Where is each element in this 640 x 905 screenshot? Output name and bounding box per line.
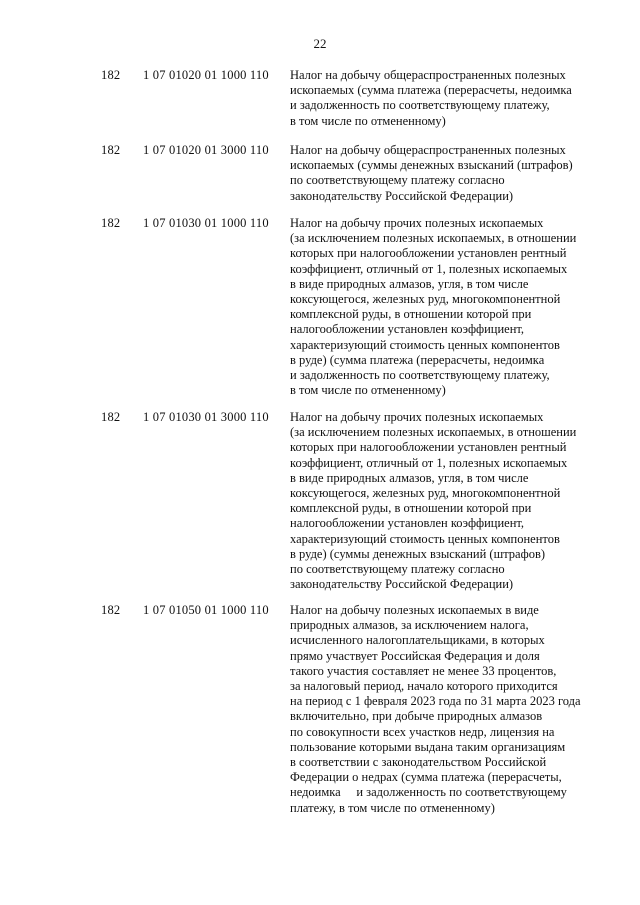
entry-description <box>290 410 600 592</box>
description-line: по соответствующему платежу согласно <box>290 173 505 188</box>
admin-code: 182 <box>101 143 121 157</box>
description-line: Налог на добычу общераспространенных полезных <box>290 143 566 157</box>
description-line: платежу, в том числе по отмененному) <box>290 800 495 815</box>
description-line: и задолженность по соответствующему платежу, <box>290 368 550 383</box>
kbk-code: 1 07 01030 01 1000 110 <box>143 216 269 230</box>
description-line: которых при налогообложении установлен рентный <box>290 440 567 455</box>
description-line: включительно, при добыче природных алмазов <box>290 709 543 724</box>
kbk-code: 1 07 01020 01 1000 110 <box>143 68 269 82</box>
description-line: пользование которыми выдана таким организациям <box>290 739 566 754</box>
kbk-code: 1 07 01030 01 3000 110 <box>143 410 269 424</box>
description-line: такого участия составляет не менее 33 процентов, <box>290 663 557 678</box>
description-line: ископаемых (сумма платежа (перерасчеты, недоимка <box>290 83 572 98</box>
description-line: комплексной руды, в отношении которой при <box>290 307 532 322</box>
description-line: исчисленного налогоплательщиками, в которых <box>290 633 545 648</box>
description-line: на период с 1 февраля 2023 года по 31 марта 2023 года <box>290 694 581 709</box>
entry-description <box>290 216 600 398</box>
description-line: (за исключением полезных ископаемых, в отношении <box>290 425 577 440</box>
description-line: Налог на добычу прочих полезных ископаемых <box>290 410 544 424</box>
admin-code: 182 <box>101 603 121 617</box>
description-line: налогообложении установлен коэффициент, <box>290 322 525 337</box>
description-line: ископаемых (суммы денежных взысканий (штрафов) <box>290 158 573 173</box>
description-line: характеризующий стоимость ценных компонентов <box>290 531 560 546</box>
description-line: в том числе по отмененному) <box>290 383 446 398</box>
description-line: коксующегося, железных руд, многокомпонентной <box>290 292 561 307</box>
description-line: налогообложении установлен коэффициент, <box>290 516 525 531</box>
description-line: коксующегося, железных руд, многокомпонентной <box>290 486 561 501</box>
description-line: которых при налогообложении установлен рентный <box>290 246 567 261</box>
description-line: законодательству Российской Федерации) <box>290 577 514 592</box>
admin-code: 182 <box>101 216 121 230</box>
description-line: характеризующий стоимость ценных компонентов <box>290 337 560 352</box>
description-line: по совокупности всех участков недр, лицензия на <box>290 724 555 739</box>
kbk-code: 1 07 01050 01 1000 110 <box>143 603 269 617</box>
description-line: Налог на добычу полезных ископаемых в виде <box>290 603 539 617</box>
description-line: Налог на добычу общераспространенных полезных <box>290 68 566 82</box>
description-line: в виде природных алмазов, угля, в том числе <box>290 276 529 291</box>
description-line: по соответствующему платежу согласно <box>290 562 505 577</box>
admin-code: 182 <box>101 410 121 424</box>
description-line: и задолженность по соответствующему платежу, <box>290 98 550 113</box>
description-line: в виде природных алмазов, угля, в том числе <box>290 470 529 485</box>
kbk-code: 1 07 01020 01 3000 110 <box>143 143 269 157</box>
description-line: в том числе по отмененному) <box>290 113 446 128</box>
description-line: Федерации о недрах (сумма платежа (перерасчеты, <box>290 770 562 785</box>
description-line: в соответствии с законодательством Российской <box>290 755 547 770</box>
page-number: 22 <box>313 36 327 51</box>
description-line: в руде) (сумма платежа (перерасчеты, недоимка <box>290 352 545 367</box>
entry-description <box>290 143 600 204</box>
description-line: прямо участвует Российская Федерация и доля <box>290 648 540 663</box>
description-line: недоимка и задолженность по соответствующему <box>290 785 567 800</box>
description-line: природных алмазов, за исключением налога, <box>290 618 529 633</box>
description-line: Налог на добычу прочих полезных ископаемых <box>290 216 544 230</box>
description-line: за налоговый период, начало которого приходится <box>290 679 558 694</box>
description-line: коэффициент, отличный от 1, полезных ископаемых <box>290 261 568 276</box>
description-line: в руде) (суммы денежных взысканий (штрафов) <box>290 546 546 561</box>
description-line: коэффициент, отличный от 1, полезных ископаемых <box>290 455 568 470</box>
description-line: (за исключением полезных ископаемых, в отношении <box>290 231 577 246</box>
entry-description <box>290 603 600 816</box>
description-line: комплексной руды, в отношении которой при <box>290 501 532 516</box>
admin-code: 182 <box>101 68 121 82</box>
description-line: законодательству Российской Федерации) <box>290 188 514 203</box>
entry-description <box>290 68 600 129</box>
